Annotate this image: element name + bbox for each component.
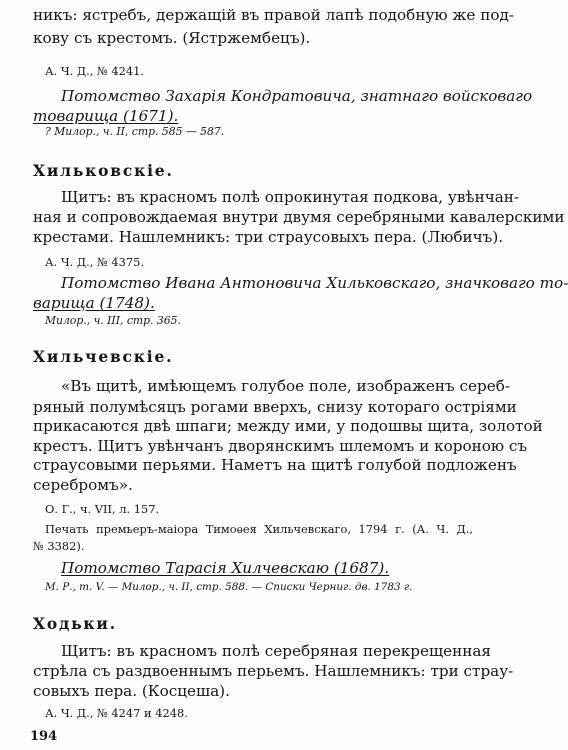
source-reference: Милор., ч. III, стр. 365. <box>45 314 181 327</box>
archive-reference: А. Ч. Д., № 4241. <box>45 64 145 78</box>
body-text-line: страусовыми перьями. Наметъ на щитѣ голубой подложенъ <box>33 456 517 474</box>
source-reference: М. Р., т. V. — Милор., ч. II, стр. 588. — Списки Черниг. дв. 1783 г. <box>45 581 413 593</box>
lineage-note: Потомство Тарасія Хилчевскаю (1687). <box>61 559 390 577</box>
seal-note: № 3382). <box>33 539 85 553</box>
body-text-line: совыхъ пера. (Косцеша). <box>33 682 230 700</box>
body-text-line: стрѣла съ раздвоеннымъ перьемъ. Нашлемникъ: три страу- <box>33 662 514 680</box>
body-text-line: Щитъ: въ красномъ полѣ опрокинутая подкова, увѣнчан- <box>61 188 520 206</box>
family-heading: Хильчевскіе. <box>33 347 174 366</box>
body-text-line: крестъ. Щитъ увѣнчанъ дворянскимъ шлемомъ и короною съ <box>33 437 528 455</box>
body-text-line: кову съ крестомъ. (Ястржембецъ). <box>33 29 311 47</box>
family-heading: Ходьки. <box>33 614 117 633</box>
archive-reference: А. Ч. Д., № 4247 и 4248. <box>45 706 188 720</box>
archive-reference: О. Г., ч. VII, л. 157. <box>45 502 160 516</box>
body-text-line: серебромъ». <box>33 476 133 494</box>
body-text-line: ная и сопровождаемая внутри двумя серебряными кавалерскими <box>33 208 565 226</box>
lineage-note: Потомство Захарія Кондратовича, знатнаго войсковаго <box>61 87 533 105</box>
source-reference: ? Милор., ч. II, стр. 585 — 587. <box>45 125 225 138</box>
page-number: 194 <box>30 729 58 744</box>
seal-note: Печать премьеръ-маіора Тимоѳея Хильчевскаго, 1794 г. (А. Ч. Д., <box>45 522 473 536</box>
body-text-line: прикасаются двѣ шпаги; между ими, у подошвы щита, золотой <box>33 417 543 435</box>
body-text-line: ряный полумѣсяцъ рогами вверхъ, снизу котораго остріями <box>33 398 517 416</box>
family-heading: Хильковскіе. <box>33 161 174 180</box>
body-text-line: никъ: ястребъ, держащій въ правой лапѣ подобную же под- <box>33 6 514 24</box>
body-text-line: Щитъ: въ красномъ полѣ серебряная перекрещенная <box>61 642 491 660</box>
body-text-line: крестами. Нашлемникъ: три страусовыхъ пера. (Любичъ). <box>33 228 504 246</box>
archive-reference: А. Ч. Д., № 4375. <box>45 255 145 269</box>
lineage-note: варища (1748). <box>33 294 155 312</box>
lineage-note: Потомство Ивана Антоновича Хильковскаго, значковаго то- <box>61 274 568 292</box>
body-text-line: «Въ щитѣ, имѣющемъ голубое поле, изображенъ сереб- <box>61 377 510 395</box>
lineage-note: товарища (1671). <box>33 107 179 125</box>
